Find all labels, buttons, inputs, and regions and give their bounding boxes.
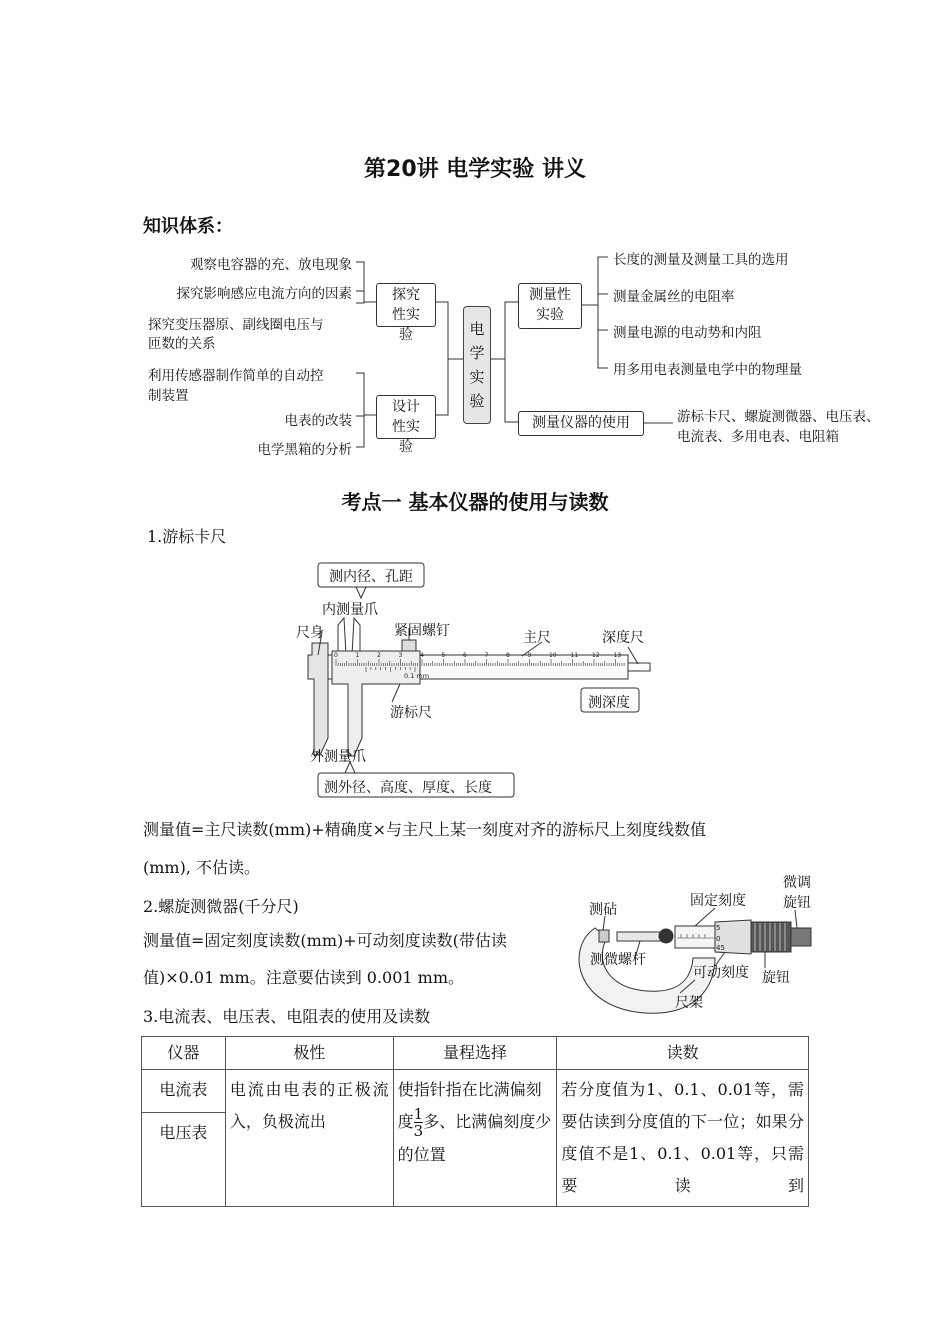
table-row [142, 1070, 809, 1113]
label-depth-rod: 深度尺 [602, 630, 644, 646]
main-scale-number: 10 [549, 652, 557, 659]
map-left-item: 观察电容器的充、放电现象 [190, 257, 352, 273]
section-title: 考点一 基本仪器的使用与读数 [341, 490, 609, 514]
map-left-item: 利用传感器制作简单的自动控 [148, 368, 324, 384]
main-scale-number: 7 [484, 652, 489, 659]
reading-cell: 若分度值为1、0.1、0.01等，需要估读到分度值的下一位；如果分度值不是1、0.1、0.01等，只需要读到 [557, 1070, 809, 1207]
label-fixed-scale: 固定刻度 [690, 893, 746, 909]
label-spindle: 测微螺杆 [590, 952, 646, 968]
one-third-fraction: $\frac{1}{3}$ [413, 1105, 424, 1140]
instrument-cell: 电流表 [142, 1070, 226, 1113]
table-header-cell: 读数 [557, 1037, 809, 1070]
meters-table [141, 1036, 809, 1207]
caliper-precision-label: 0.1 mm [404, 672, 430, 680]
map-box-exploratory: 探究性实验 [376, 283, 436, 327]
micrometer-scale-number: 45 [716, 944, 725, 952]
label-fine-knob-1: 微调 [783, 875, 811, 891]
micrometer-heading: 2.螺旋测微器(千分尺) [143, 897, 299, 916]
map-left-item: 探究影响感应电流方向的因素 [176, 286, 352, 302]
label-movable-scale: 可动刻度 [693, 965, 749, 981]
label-frame: 尺架 [675, 995, 703, 1011]
label-inner-use: 测内径、孔距 [329, 569, 413, 585]
micrometer-text-line1: 测量值=固定刻度读数(mm)+可动刻度读数(带估读 [143, 931, 507, 950]
caliper-heading: 1.游标卡尺 [147, 527, 227, 546]
range-text-pre: 使指针指在比满偏刻度 [397, 1080, 542, 1131]
knowledge-heading: 知识体系： [143, 216, 233, 237]
micrometer-scale-number: 0 [716, 935, 721, 943]
map-right-item: 用多用电表测量电学中的物理量 [613, 362, 802, 378]
map-right-item: 测量电源的电动势和内阻 [613, 325, 762, 341]
map-left-item: 匝数的关系 [148, 336, 216, 352]
main-scale-number: 3 [398, 652, 403, 659]
main-scale-number: 9 [527, 652, 532, 659]
main-scale-number: 2 [377, 652, 381, 659]
label-vernier: 游标尺 [390, 705, 432, 721]
label-fine-knob-2: 旋钮 [783, 895, 811, 911]
range-cell [393, 1070, 557, 1207]
main-scale-number: 8 [506, 652, 510, 659]
main-scale-number: 13 [613, 652, 622, 659]
caliper-formula-line1: 测量值=主尺读数(mm)+精确度×与主尺上某一刻度对齐的游标尺上刻度线数值 [143, 820, 707, 839]
map-left-item: 探究变压器原、副线圈电压与 [148, 317, 324, 333]
main-scale-number: 5 [441, 652, 446, 659]
main-scale-number: 6 [463, 652, 467, 659]
table-header-cell: 极性 [225, 1037, 393, 1070]
map-left-item: 电学黑箱的分析 [257, 442, 352, 458]
main-scale-number: 11 [570, 652, 579, 659]
map-right-item: 长度的测量及测量工具的选用 [613, 252, 789, 268]
map-left-item: 电表的改装 [284, 413, 352, 429]
map-box-design: 设计性实验 [376, 395, 436, 439]
meters-heading: 3.电流表、电压表、电阻表的使用及读数 [143, 1007, 431, 1026]
caliper-formula-line2: (mm), 不估读。 [143, 858, 261, 877]
map-left-item: 制装置 [148, 388, 189, 404]
micrometer-scale-number: 5 [716, 924, 721, 932]
main-scale-number: 12 [592, 652, 600, 659]
main-scale-number: 1 [355, 652, 360, 659]
polarity-cell: 电流由电表的正极流入，负极流出 [225, 1070, 393, 1207]
map-right-item: 测量金属丝的电阻率 [613, 289, 735, 305]
map-right-item: 电流表、多用电表、电阻箱 [677, 429, 839, 445]
table-header-row [142, 1037, 809, 1070]
main-scale-number: 0 [334, 652, 338, 659]
label-anvil: 测砧 [589, 902, 617, 918]
table-header-cell: 量程选择 [393, 1037, 557, 1070]
label-inner-jaw: 内测量爪 [322, 602, 378, 618]
map-box-measurement: 测量性实验 [518, 283, 582, 329]
label-body: 尺身 [296, 625, 324, 641]
micrometer-text-line2: 值)×0.01 mm。注意要估读到 0.001 mm。 [143, 968, 465, 987]
label-outer-use: 测外径、高度、厚度、长度 [324, 780, 492, 796]
instrument-cell: 电压表 [142, 1113, 226, 1207]
label-outer-jaw: 外测量爪 [310, 749, 366, 765]
map-right-item: 游标卡尺、螺旋测微器、电压表、 [677, 409, 880, 425]
label-depth-use: 测深度 [588, 695, 630, 711]
map-box-instruments: 测量仪器的使用 [518, 411, 644, 436]
range-text-post: 多、比满偏刻度少的位置 [397, 1112, 552, 1164]
map-center-box: 电学实验 [463, 306, 491, 424]
table-header-cell: 仪器 [142, 1037, 226, 1070]
label-knob: 旋钮 [762, 970, 790, 986]
label-main-scale: 主尺 [523, 630, 551, 646]
label-screw: 紧固螺钉 [394, 623, 450, 639]
main-scale-number: 4 [420, 652, 424, 659]
page-title: 第20讲 电学实验 讲义 [364, 157, 586, 182]
